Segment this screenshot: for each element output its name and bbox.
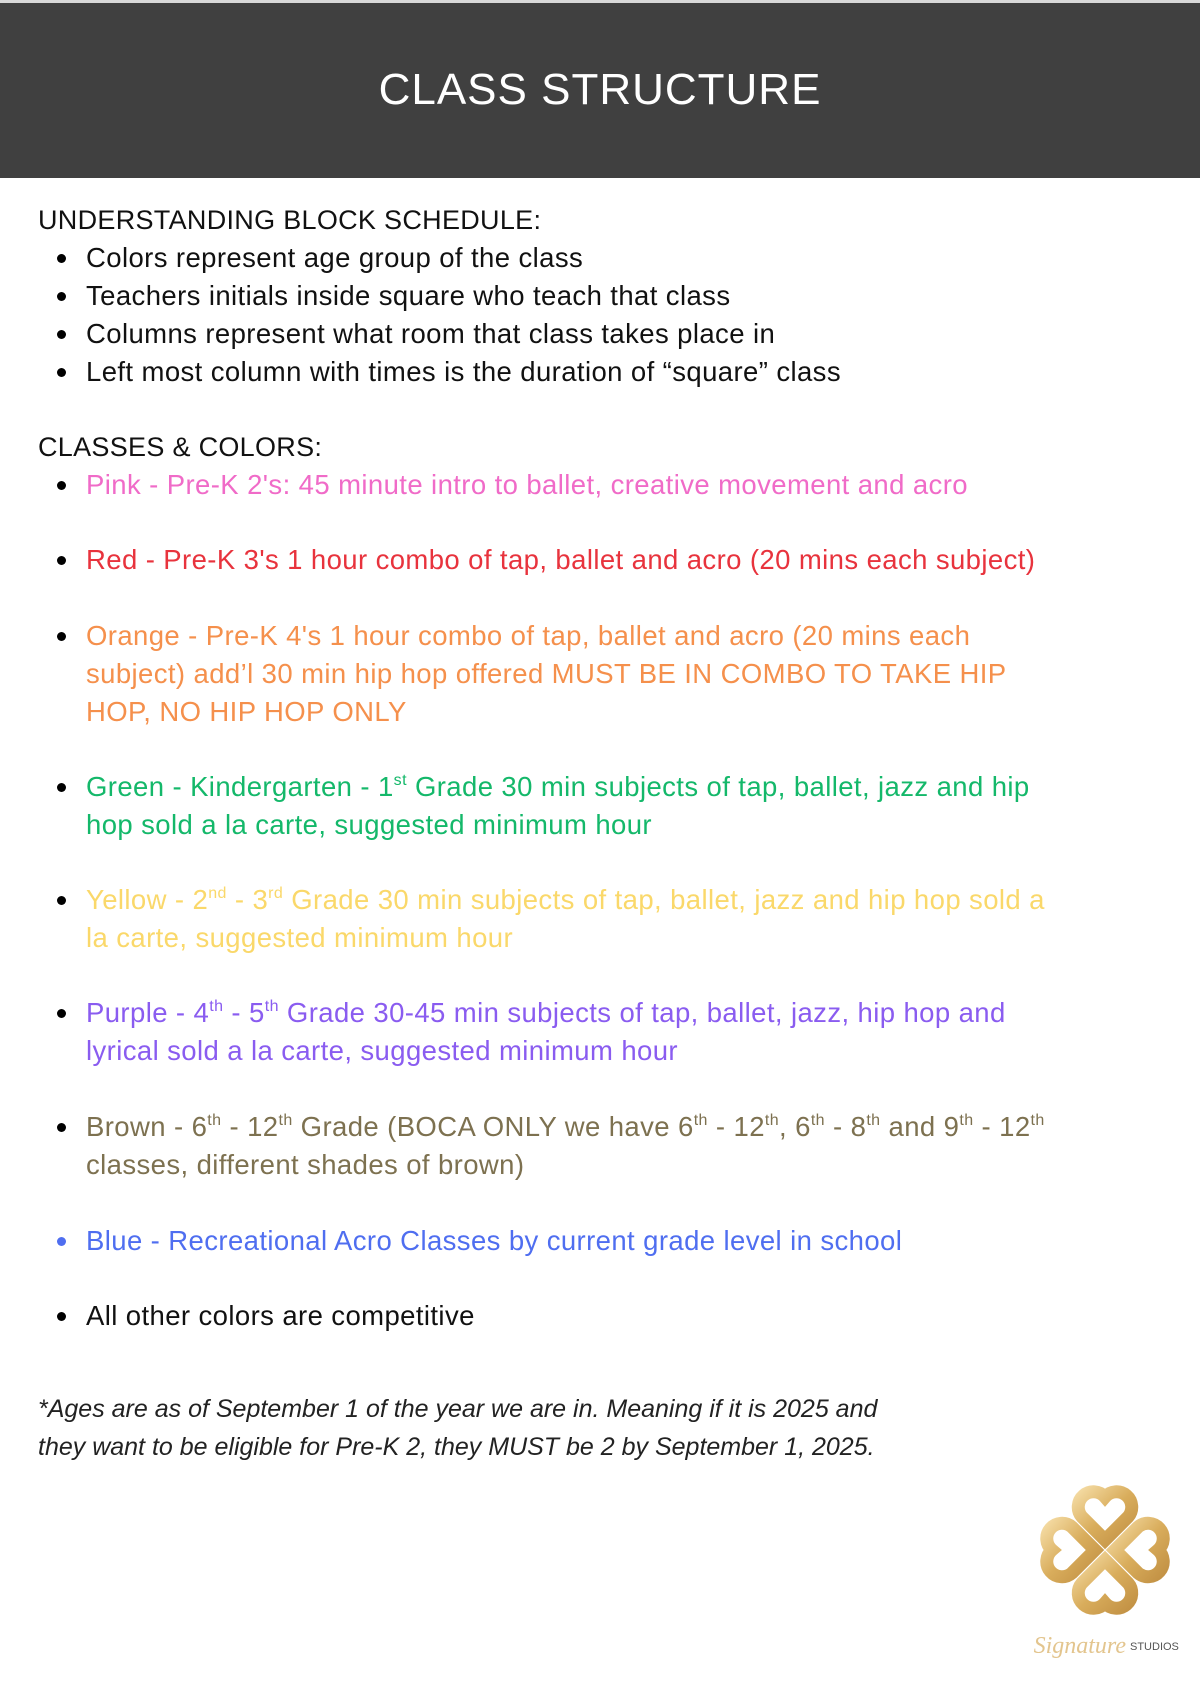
classes-heading: CLASSES & COLORS: [38,432,323,462]
class-item-line [38,1108,1188,1146]
class-item-line [38,541,1188,579]
class-text: Grade 30 min subjects of tap, ballet, jazz and hip [406,771,1030,802]
class-text: classes, different shades of brown) [86,1149,525,1180]
class-item-line [38,1146,1188,1184]
bullet-icon [57,1009,66,1018]
class-text: Pink - Pre-K 2's: 45 minute intro to ballet, creative movement and acro [86,469,968,500]
class-text: - 12 [221,1111,279,1142]
class-item-pink [38,466,1188,504]
list-item-text: Columns represent what room that class takes place in [86,318,776,349]
ordinal-suffix: rd [268,885,284,902]
class-item-line [38,617,1188,655]
bullet-icon [57,292,66,301]
footnote-line: they want to be eligible for Pre-K 2, they MUST be 2 by September 1, 2025. [38,1433,875,1461]
class-item-line [38,1297,1188,1335]
class-text: HOP, NO HIP HOP ONLY [86,696,407,727]
ordinal-suffix: th [207,1112,222,1129]
class-item-other [38,1297,1188,1335]
class-item-line [38,881,1188,919]
class-text: la carte, suggested minimum hour [86,922,514,953]
list-item [38,277,1188,315]
ordinal-suffix: th [764,1112,780,1129]
class-text: All other colors are competitive [86,1300,475,1331]
class-text: - 5 [223,997,265,1028]
page-title: CLASS STRUCTURE [378,65,822,114]
logo-brand-script: Signature [1033,1633,1126,1659]
class-text: Blue - Recreational Acro Classes by current grade level in school [86,1225,903,1256]
class-text: Purple - 4 [86,997,210,1028]
bullet-icon [57,330,66,339]
ordinal-suffix: nd [208,885,227,902]
class-text: - 12 [973,1111,1031,1142]
bullet-icon [57,556,66,565]
ordinal-suffix: th [209,998,224,1015]
class-text: Brown - 6 [86,1111,208,1142]
class-text: hop sold a la carte, suggested minimum hour [86,809,652,840]
class-text: Grade 30-45 min subjects of tap, ballet, jazz, hip hop and [278,997,1006,1028]
ordinal-suffix: th [810,1112,825,1129]
class-item-line [38,919,1188,957]
understanding-heading: UNDERSTANDING BLOCK SCHEDULE: [38,205,542,235]
list-item [38,315,1188,353]
class-text: , 6 [779,1111,811,1142]
logo-studios-text: STUDIOS [1130,1641,1179,1653]
footnote-line: *Ages are as of September 1 of the year we are in. Meaning if it is 2025 and [38,1395,878,1423]
ordinal-suffix: th [1030,1112,1045,1129]
ordinal-suffix: st [393,772,407,789]
class-item-line [38,1222,1188,1260]
bullet-icon [57,1123,66,1132]
class-text: Grade (BOCA ONLY we have 6 [292,1111,694,1142]
signature-studios-logo [1020,1470,1190,1685]
class-text: and 9 [880,1111,960,1142]
class-item-line [38,466,1188,504]
class-text: Grade 30 min subjects of tap, ballet, jazz and hip hop sold a [283,884,1045,915]
ordinal-suffix: th [278,1112,293,1129]
class-item-line [38,994,1188,1032]
class-item-line [38,1032,1188,1070]
bullet-icon [57,368,66,377]
class-text: - 3 [226,884,269,915]
class-text: lyrical sold a la carte, suggested minimum hour [86,1035,678,1066]
bullet-icon [57,481,66,490]
class-item-blue [38,1222,1188,1260]
list-item-text: Teachers initials inside square who teach that class [86,280,731,311]
bullet-icon [57,1237,66,1246]
ordinal-suffix: th [264,998,279,1015]
footnote [38,1390,877,1466]
ordinal-suffix: th [866,1112,881,1129]
class-text: Orange - Pre-K 4's 1 hour combo of tap, ballet and acro (20 mins each [86,620,971,651]
bullet-icon [57,632,66,641]
class-item-yellow [38,881,1188,957]
ordinal-suffix: th [693,1112,708,1129]
class-item-orange [38,617,1188,731]
bullet-icon [57,896,66,905]
list-item-text: Left most column with times is the duration of “square” class [86,356,841,387]
class-item-line [38,768,1188,806]
class-text: - 8 [824,1111,867,1142]
list-item [38,239,1188,277]
ordinal-suffix: th [959,1112,974,1129]
class-item-green [38,768,1188,844]
class-text: subject) add’l 30 min hip hop offered MUST BE IN COMBO TO TAKE HIP [86,658,1007,689]
list-item-text: Colors represent age group of the class [86,242,584,273]
class-text: Green - Kindergarten - 1 [86,771,394,802]
bullet-icon [57,783,66,792]
class-item-brown [38,1108,1188,1184]
list-item [38,353,1188,391]
bullet-icon [57,254,66,263]
clover-hearts-icon [1047,1492,1163,1608]
class-text: Red - Pre-K 3's 1 hour combo of tap, ballet and acro (20 mins each subject) [86,544,1036,575]
class-item-line [38,693,1188,731]
class-item-red [38,541,1188,579]
class-text: - 12 [707,1111,765,1142]
class-item-line [38,655,1188,693]
class-item-purple [38,994,1188,1070]
understanding-list [38,239,1188,391]
class-text: Yellow - 2 [86,884,209,915]
bullet-icon [57,1312,66,1321]
class-item-line [38,806,1188,844]
